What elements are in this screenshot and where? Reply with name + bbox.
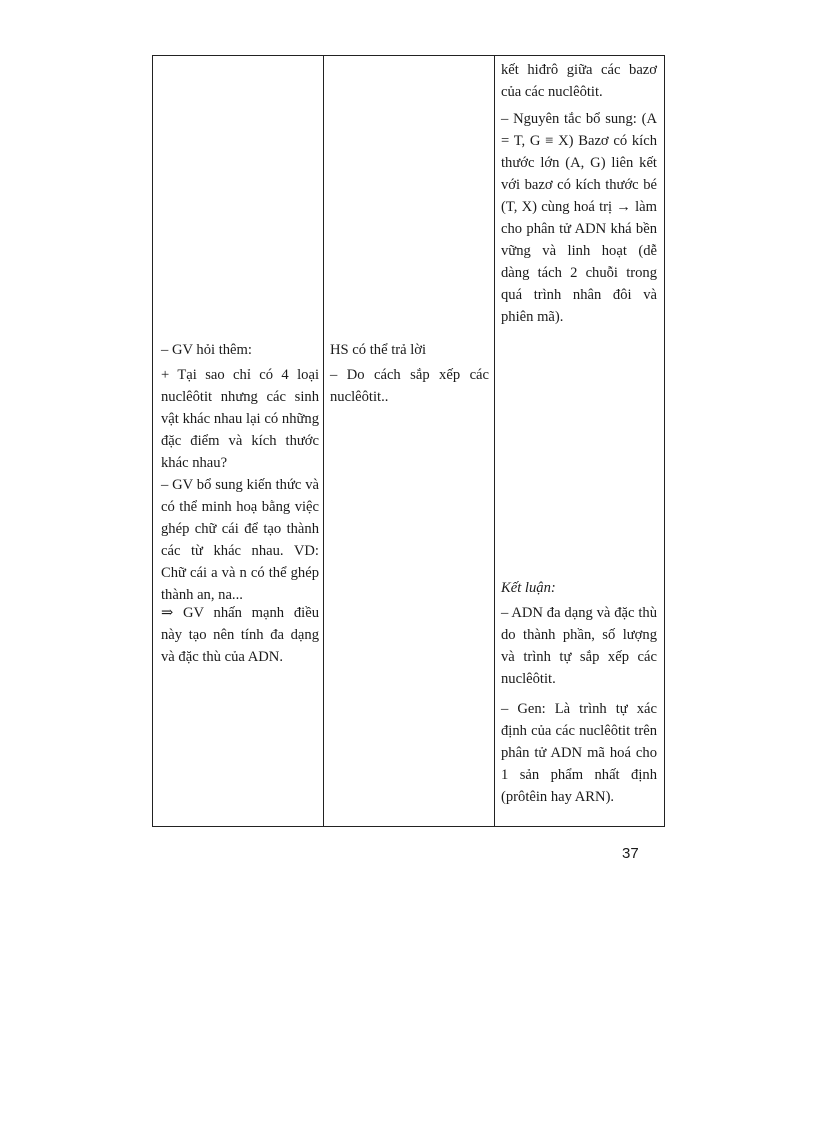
column-divider-1 [323, 56, 324, 826]
teacher-question-intro: – GV hỏi thêm: [161, 342, 252, 358]
lesson-table [152, 55, 665, 827]
teacher-supplement: – GV bổ sung kiến thức và có thể minh hoạ bằng việc ghép chữ cái để tạo thành các từ khác nhau. VD: Chữ cái a và n có thể ghép thành an, na... [161, 477, 319, 603]
conclusion-gene-definition: – Gen: Là trình tự xác định của các nuclêôtit trên phân tử ADN mã hoá cho 1 sản phẩm nhất định (prôtêin hay ARN). [501, 701, 657, 805]
conclusion-title: Kết luận: [501, 580, 556, 596]
teacher-question: + Tại sao chỉ có 4 loại nuclêôtit nhưng các sinh vật khác nhau lại có những đặc điểm và kích thước khác nhau? [161, 367, 319, 471]
page-number: 37 [622, 845, 639, 862]
conclusion-dna-diversity: – ADN đa dạng và đặc thù do thành phần, số lượng và trình tự sắp xếp các nuclêôtit. [501, 605, 657, 687]
content-hydrogen-bond: kết hiđrô giữa các bazơ của các nuclêôtit. [501, 62, 657, 100]
teacher-emphasis: ⇒ GV nhấn mạnh điều này tạo nên tính đa dạng và đặc thù của ADN. [161, 605, 319, 665]
content-complementary-principle: – Nguyên tắc bổ sung: (A = T, G ≡ X) Bazơ có kích thước lớn (A, G) liên kết với bazơ có kích thước bé (T, X) cùng hoá trị → làm cho phân tử ADN khá bền vững và linh hoạt (dễ dàng tách 2 chuỗi trong quá trình nhân đôi và phiên mã). [501, 111, 657, 325]
student-answer: – Do cách sắp xếp các nuclêôtit.. [330, 367, 489, 405]
student-answer-intro: HS có thể trả lời [330, 342, 427, 358]
column-divider-2 [494, 56, 495, 826]
